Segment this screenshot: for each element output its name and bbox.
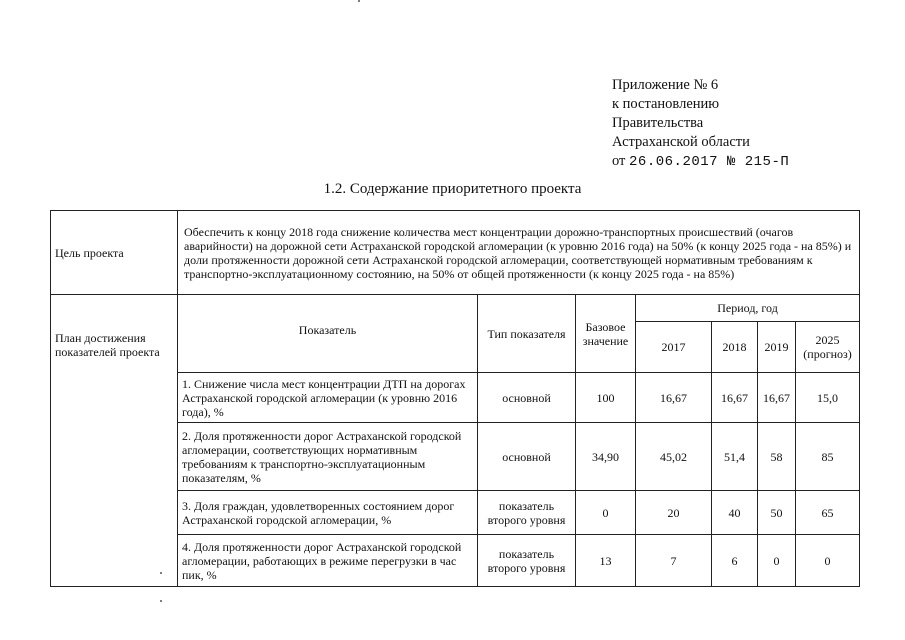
type-cell: основной [478,423,576,491]
header-base: Базовое значение [576,295,636,373]
type-cell: показатель второго уровня [478,491,576,535]
appendix-line-4: Астраханской области [612,134,750,150]
appendix-block [612,76,789,172]
section-heading-text: 1.2. Содержание приоритетного проекта [323,181,582,197]
appendix-line-1: Приложение № 6 [612,77,719,93]
value-2019-cell: 58 [758,423,796,491]
value-2018-cell: 40 [712,491,758,535]
value-2019-cell: 0 [758,535,796,587]
scan-speck [160,600,162,602]
section-heading [0,181,905,198]
header-type: Тип показателя [478,295,576,373]
base-cell: 13 [576,535,636,587]
appendix-date-prefix: от [612,153,626,169]
goal-text: Обеспечить к концу 2018 года снижение количества мест концентрации дорожно-транспортных происшествий (очагов аварийности) на дорожной сети Астраханской городской агломерации (к уровню 2016 года) на 50% (к концу 2025 года - на 85%) и доли протяженности дорожной сети Астраханской городской агломерации, соответствующей нормативным требованиям к транспортно-эксплуатационному состоянию, на 50% от общей протяженности (к концу 2025 года - на 85%) [178,211,860,295]
scan-speck [358,0,360,2]
value-2019-cell: 50 [758,491,796,535]
value-2017-cell: 7 [636,535,712,587]
header-year-2018: 2018 [712,322,758,373]
header-indicator: Показатель [178,295,478,373]
type-cell: показатель второго уровня [478,535,576,587]
header-year-2025: 2025 (прогноз) [796,322,860,373]
appendix-line-2: к постановлению [612,96,720,112]
base-cell: 100 [576,373,636,423]
value-2017-cell: 16,67 [636,373,712,423]
value-2025-cell: 85 [796,423,860,491]
value-2019-cell: 16,67 [758,373,796,423]
indicator-cell: 4. Доля протяженности дорог Астраханской городской агломерации, работающих в режиме перегрузки в час пик, % [178,535,478,587]
indicator-cell: 3. Доля граждан, удовлетворенных состоянием дорог Астраханской городской агломерации, % [178,491,478,535]
appendix-line-3: Правительства [612,115,704,131]
goal-row [51,211,860,295]
value-2018-cell: 6 [712,535,758,587]
appendix-date-line [612,152,789,172]
value-2018-cell: 16,67 [712,373,758,423]
value-2018-cell: 51,4 [712,423,758,491]
base-cell: 34,90 [576,423,636,491]
value-2025-cell: 15,0 [796,373,860,423]
appendix-date-value: 26.06.2017 № 215-П [629,154,790,170]
project-table [50,210,860,587]
value-2025-cell: 65 [796,491,860,535]
value-2025-cell: 0 [796,535,860,587]
indicator-cell: 2. Доля протяженности дорог Астраханской городской агломерации, соответствующих нормативным требованиям к транспортно-эксплуатационным показателям, % [178,423,478,491]
goal-label: Цель проекта [51,211,178,295]
type-cell: основной [478,373,576,423]
indicator-cell: 1. Снижение числа мест концентрации ДТП на дорогах Астраханской городской агломерации (к уровню 2016 года), % [178,373,478,423]
header-row-1 [51,295,860,322]
value-2017-cell: 20 [636,491,712,535]
value-2017-cell: 45,02 [636,423,712,491]
header-period: Период, год [636,295,860,322]
header-year-2019: 2019 [758,322,796,373]
base-cell: 0 [576,491,636,535]
plan-label: План достижения показателей проекта [51,295,178,587]
header-year-2017: 2017 [636,322,712,373]
